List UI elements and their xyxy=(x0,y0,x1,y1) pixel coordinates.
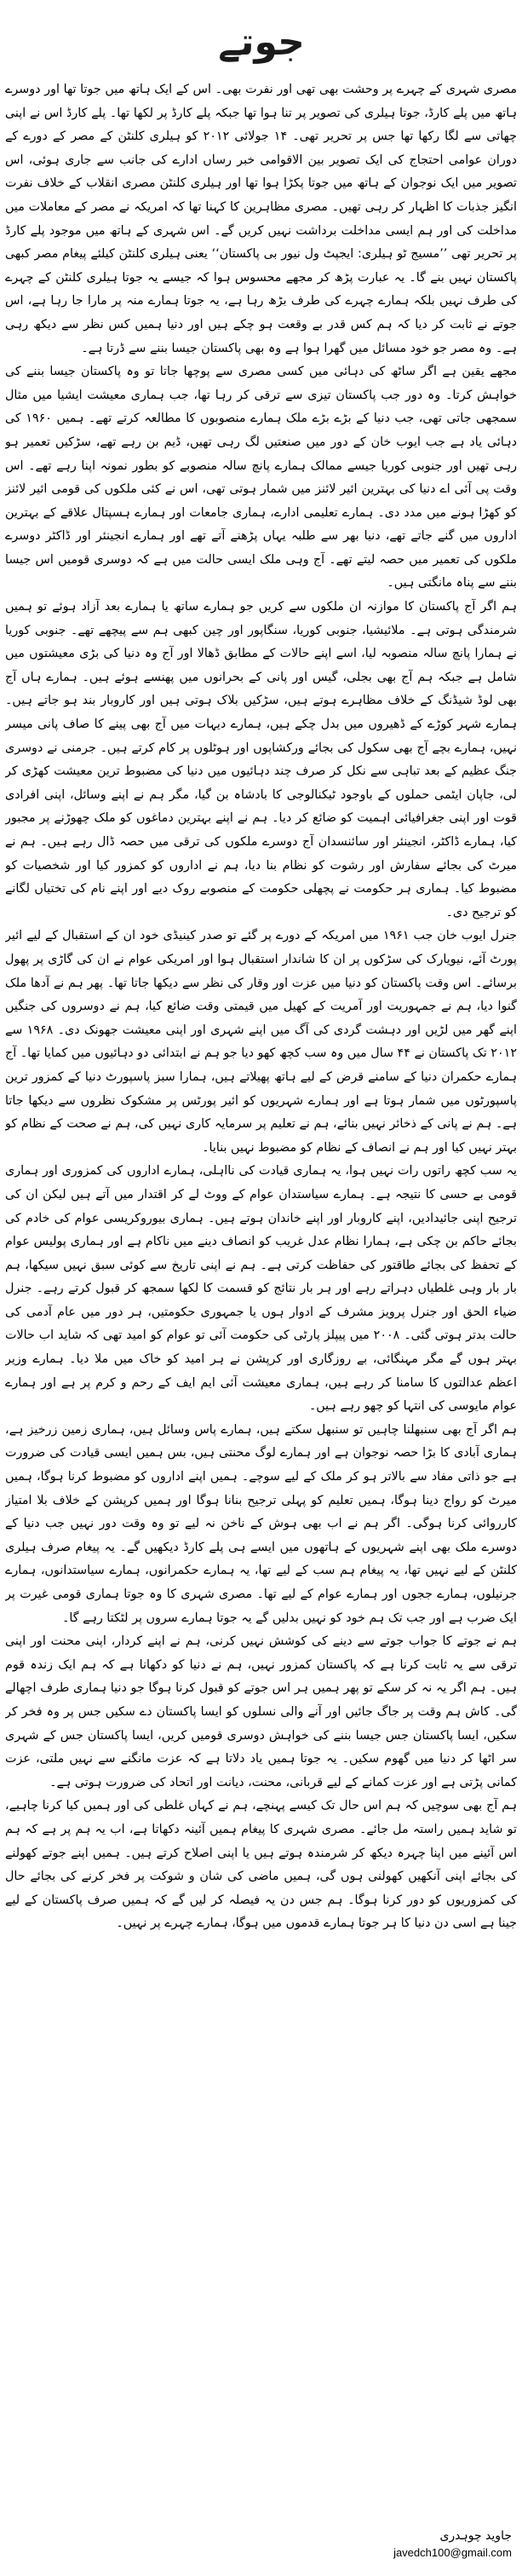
headline-text: جوتے xyxy=(217,20,305,64)
paragraph: ہم اگر آج پاکستان کا موازنہ ان ملکوں سے کریں جو ہمارے ساتھ یا ہمارے بعد آزاد ہوئے تو ہمیں شرمندگی ہوتی ہے۔ ملائیشیا، جنوبی کوریا، سنگاپور اور چین کبھی ہم سے پیچھے تھے۔ جنوبی کوریا نے ہمارا پانچ سالہ منصوبہ لیا، اسے اپنے حالات کے مطابق ڈھالا اور آج وہ دنیا کی بڑی معیشتوں میں شامل ہے جبکہ ہم آج بھی بجلی، گیس اور پانی کے بحرانوں میں پھنسے ہوئے ہیں۔ ہمارے ہاں آج بھی لوڈ شیڈنگ کے خلاف مظاہرے ہوتے ہیں، سڑکیں بلاک ہوتی ہیں اور کاروبار بند ہو جاتے ہیں۔ ہمارے شہر کوڑے کے ڈھیروں میں بدل چکے ہیں، ہمارے دیہات میں آج بھی پینے کا صاف پانی میسر نہیں، ہمارے بچے آج بھی سکول کی بجائے ورکشاپوں اور ہوٹلوں پر کام کرتے ہیں۔ جرمنی نے دوسری جنگ عظیم کے بعد تباہی سے نکل کر صرف چند دہائیوں میں دنیا کی مضبوط ترین معیشت کھڑی کر لی، جاپان ایٹمی حملوں کے باوجود ٹیکنالوجی کا بادشاہ بن گیا، مگر ہم نے اپنے وسائل، اپنی افرادی قوت اور اپنی جغرافیائی اہمیت کو ضائع کر دیا۔ ہم نے اپنے بہترین دماغوں کو ملک چھوڑنے پر مجبور کیا، ہمارے ڈاکٹر، انجینئر اور سائنسدان آج دوسرے ملکوں کی ترقی میں حصہ ڈال رہے ہیں۔ ہم نے میرٹ کی بجائے سفارش اور رشوت کو نظام بنا دیا، ہم نے اداروں کو کمزور کیا اور شخصیات کو مضبوط کیا۔ ہماری ہر حکومت نے پچھلی حکومت کے منصوبے روک دیے اور اپنے نام کی تختیاں لگانے کو ترجیح دی۔ xyxy=(5,600,517,919)
paragraph: مصری شہری کے چہرے پر وحشت بھی تھی اور نفرت بھی۔ اس کے ایک ہاتھ میں جوتا تھا اور دوسرے ہاتھ میں پلے کارڈ، جوتا ہیلری کی تصویر پر تنا ہوا تھا جبکہ پلے کارڈ پر لکھا تھا۔ پلے کارڈ اس نے اپنی چھاتی سے لگا رکھا تھا جس پر تحریر تھی۔ ۱۴ جولائی ۲۰۱۲ کو ہیلری کلنٹن کے مصر کے دورے کے دوران عوامی احتجاج کی ایک تصویر بین الاقوامی خبر رساں ادارے کی جانب سے جاری ہوئی، اس تصویر میں ایک نوجوان کے ہاتھ میں جوتا پکڑا ہوا تھا اور ہیلری کلنٹن مصری انقلاب کے خلاف نفرت انگیز جذبات کا اظہار کر رہی تھیں۔ مصری مظاہرین کا کہنا تھا کہ امریکہ نے مصر کے معاملات میں مداخلت کی اور ہم ایسی مداخلت برداشت نہیں کریں گے۔ اس شہری کے ہاتھ میں موجود پلے کارڈ پر تحریر تھی ’’مسیج ٹو ہیلری: ایجپٹ ول نیور بی پاکستان‘‘ یعنی ہیلری کلنٹن کیلئے پیغام مصر کبھی پاکستان نہیں بنے گا۔ یہ عبارت پڑھ کر مجھے محسوس ہوا کہ جیسے یہ جوتا ہیلری کلنٹن کے چہرے کی طرف نہیں بلکہ ہمارے چہرے کی طرف بڑھ رہا ہے، یہ جوتا ہمارے منہ پر مارا جا رہا ہے، اس جوتے نے ثابت کر دیا کہ ہم کس قدر بے وقعت ہو چکے ہیں اور دنیا ہمیں کس نظر سے دیکھ رہی ہے۔ وہ مصر جو خود مسائل میں گھرا ہوا ہے وہ بھی پاکستان جیسا بننے سے ڈرتا ہے۔ xyxy=(5,83,517,355)
headline xyxy=(0,5,522,73)
paragraph: یہ سب کچھ راتوں رات نہیں ہوا، یہ ہماری قیادت کی نااہلی، ہمارے اداروں کی کمزوری اور ہماری قومی بے حسی کا نتیجہ ہے۔ ہمارے سیاستدان عوام کے ووٹ لے کر اقتدار میں آتے ہیں لیکن ان کی ترجیح اپنی جائیدادیں، اپنے کاروبار اور اپنے خاندان ہوتے ہیں۔ ہماری بیوروکریسی عوام کی خادم کی بجائے حاکم بن چکی ہے، ہمارا نظام عدل غریب کو انصاف دینے میں ناکام ہے اور ہماری پولیس عوام کے تحفظ کی بجائے طاقتور کی حفاظت کرتی ہے۔ ہم نے اپنی تاریخ سے کوئی سبق نہیں سیکھا، ہم بار بار وہی غلطیاں دہراتے رہے اور ہر بار نتائج کو قسمت کا لکھا سمجھ کر قبول کرتے رہے۔ جنرل ضیاء الحق اور جنرل پرویز مشرف کے ادوار ہوں یا جمہوری حکومتیں، ہر دور میں عام آدمی کی حالت بدتر ہوتی گئی۔ ۲۰۰۸ میں پیپلز پارٹی کی حکومت آئی تو عوام کو امید تھی کہ شاید اب حالات بہتر ہوں گے مگر مہنگائی، بے روزگاری اور کرپشن نے ہر امید کو خاک میں ملا دیا۔ ہمارے وزیر اعظم عدالتوں کا سامنا کر رہے ہیں، ہماری معیشت آئی ایم ایف کے رحم و کرم پر ہے اور ہمارے عوام مایوسی کی انتہا کو چھو رہے ہیں۔ xyxy=(5,1164,517,1414)
author-email[interactable]: javedch100@gmail.com xyxy=(393,2546,512,2559)
article-body xyxy=(5,78,517,2511)
author-name: جاوید چوہدری xyxy=(439,2529,512,2543)
headline-calligraphy xyxy=(151,5,372,73)
paragraph: جنرل ایوب خان جب ۱۹۶۱ میں امریکہ کے دورے پر گئے تو صدر کینیڈی خود ان کے استقبال کے لیے ائیر پورٹ آئے، نیویارک کی سڑکوں پر ان کا شاندار استقبال ہوا اور امریکی عوام نے ان کی گاڑی پر پھول برسائے۔ اس وقت پاکستان کو دنیا میں عزت اور وقار کی نظر سے دیکھا جاتا تھا۔ پھر ہم نے آدھا ملک گنوا دیا، ہم نے جمہوریت اور آمریت کے کھیل میں قیمتی وقت ضائع کیا، ہم نے دوسروں کی جنگیں اپنے گھر میں لڑیں اور دہشت گردی کی آگ میں اپنے شہری اور اپنی معیشت جھونک دی۔ ۱۹۶۸ سے ۲۰۱۲ تک پاکستان نے ۴۴ سال میں وہ سب کچھ کھو دیا جو ہم نے ابتدائی دو دہائیوں میں کمایا تھا۔ آج ہمارے حکمران دنیا کے سامنے قرض کے لیے ہاتھ پھیلاتے ہیں، ہمارا سبز پاسپورٹ دنیا کے کمزور ترین پاسپورٹوں میں شمار ہوتا ہے اور ہمارے شہریوں کو ائیر پورٹس پر مشکوک نظروں سے دیکھا جاتا ہے۔ ہم نے پانی کے ذخائر نہیں بنائے، ہم نے تعلیم پر سرمایہ کاری نہیں کی، ہم نے صحت کے نظام کو بہتر نہیں کیا اور ہم نے انصاف کے نظام کو مضبوط نہیں بنایا۔ xyxy=(5,929,517,1155)
byline xyxy=(341,2527,512,2562)
paragraph: ہم اگر آج بھی سنبھلنا چاہیں تو سنبھل سکتے ہیں، ہمارے پاس وسائل ہیں، ہماری زمین زرخیز ہے، ہماری آبادی کا بڑا حصہ نوجوان ہے اور ہمارے لوگ محنتی ہیں، بس ہمیں ایسی قیادت کی ضرورت ہے جو ذاتی مفاد سے بالاتر ہو کر ملک کے لیے سوچے۔ ہمیں اپنے اداروں کو مضبوط کرنا ہوگا، ہمیں میرٹ کو رواج دینا ہوگا، ہمیں تعلیم کو پہلی ترجیح بنانا ہوگا اور ہمیں کرپشن کے خلاف بلا امتیاز کارروائی کرنا ہوگی۔ اگر ہم نے اب بھی ہوش کے ناخن نہ لیے تو وہ وقت دور نہیں جب دنیا کے دوسرے ملک بھی اپنے شہریوں کے ہاتھوں میں ایسے ہی پلے کارڈ دیکھیں گے۔ یہ پیغام صرف ہیلری کلنٹن کے لیے نہیں تھا، یہ پیغام ہم سب کے لیے تھا، یہ ہمارے حکمرانوں، ہمارے سیاستدانوں، ہمارے جرنیلوں، ہمارے ججوں اور ہمارے عوام کے لیے تھا۔ مصری شہری کا وہ جوتا ہماری قومی غیرت پر ایک ضرب ہے اور جب تک ہم خود کو نہیں بدلیں گے یہ جوتا ہمارے سروں پر لٹکتا رہے گا۔ xyxy=(5,1422,517,1625)
paragraph: ہم آج بھی سوچیں کہ ہم اس حال تک کیسے پہنچے، ہم نے کہاں غلطی کی اور ہمیں کیا کرنا چاہیے، تو شاید ہمیں راستہ مل جائے۔ مصری شہری کا پیغام ہمیں آئینہ دکھاتا ہے، اب یہ ہم پر ہے کہ ہم اس آئینے میں اپنا چہرہ دیکھ کر شرمندہ ہوتے ہیں یا اپنی اصلاح کرتے ہیں۔ ہمیں اپنے جوتے کھولنے کی بجائے اپنی آنکھیں کھولنی ہوں گی، ہمیں ماضی کی شان و شوکت پر فخر کرنے کی بجائے حال کی کمزوریوں کو دور کرنا ہوگا۔ ہم جس دن یہ فیصلہ کر لیں گے کہ ہمیں صرف پاکستان کے لیے جینا ہے اسی دن دنیا کا ہر جوتا ہمارے قدموں میں ہوگا، ہمارے چہرے پر نہیں۔ xyxy=(5,1799,517,1931)
paragraph: مجھے یقین ہے اگر ساٹھ کی دہائی میں کسی مصری سے پوچھا جاتا تو وہ پاکستان جیسا بننے کی خواہش کرتا۔ وہ دور جب پاکستان تیزی سے ترقی کر رہا تھا، جب ہماری معیشت ایشیا میں مثال سمجھی جاتی تھی، جب دنیا کے بڑے بڑے ملک ہمارے منصوبوں کا مطالعہ کرتے تھے۔ ہمیں ۱۹۶۰ کی دہائی یاد ہے جب ایوب خان کے دور میں صنعتیں لگ رہی تھیں، ڈیم بن رہے تھے، سڑکیں تعمیر ہو رہی تھیں اور جنوبی کوریا جیسے ممالک ہمارے پانچ سالہ منصوبے کو بطور نمونہ اپنا رہے تھے۔ اس وقت پی آئی اے دنیا کی بہترین ائیر لائنز میں شمار ہوتی تھی، اس نے کئی ملکوں کی قومی ائیر لائنز کو کھڑا ہونے میں مدد دی۔ ہمارے تعلیمی ادارے، ہماری جامعات اور ہمارے ہسپتال علاقے کے بہترین اداروں میں گنے جاتے تھے، دنیا بھر سے طلبہ یہاں پڑھنے آتے تھے اور ہمارے انجینئر اور ڈاکٹر دوسرے ملکوں کی تعمیر میں حصہ لیتے تھے۔ آج وہی ملک ایسی حالت میں ہے کہ دوسری قومیں اس جیسا بننے سے پناہ مانگتی ہیں۔ xyxy=(5,365,517,591)
paragraph: ہم نے جوتے کا جواب جوتے سے دینے کی کوشش نہیں کرنی، ہم نے اپنے کردار، اپنی محنت اور اپنی ترقی سے یہ ثابت کرنا ہے کہ پاکستان کمزور نہیں، ہم نے دنیا کو دکھانا ہے کہ ہم ایک زندہ قوم ہیں۔ ہم اگر یہ نہ کر سکے تو پھر ہمیں ہر اس جوتے کو قبول کرنا ہوگا جو دنیا ہماری طرف اچھالے گی۔ کاش ہم وقت پر جاگ جائیں اور آنے والی نسلوں کو ایسا پاکستان دے سکیں جس پر وہ فخر کر سکیں، ایسا پاکستان جس جیسا بننے کی خواہش دوسری قومیں کریں، ایسا پاکستان جس کے شہری سر اٹھا کر دنیا میں گھوم سکیں۔ یہ جوتا ہمیں یاد دلاتا ہے کہ عزت مانگنے سے نہیں ملتی، عزت کمانی پڑتی ہے اور عزت کمانے کے لیے قربانی، محنت، دیانت اور اتحاد کی ضرورت ہوتی ہے۔ xyxy=(5,1634,517,1789)
